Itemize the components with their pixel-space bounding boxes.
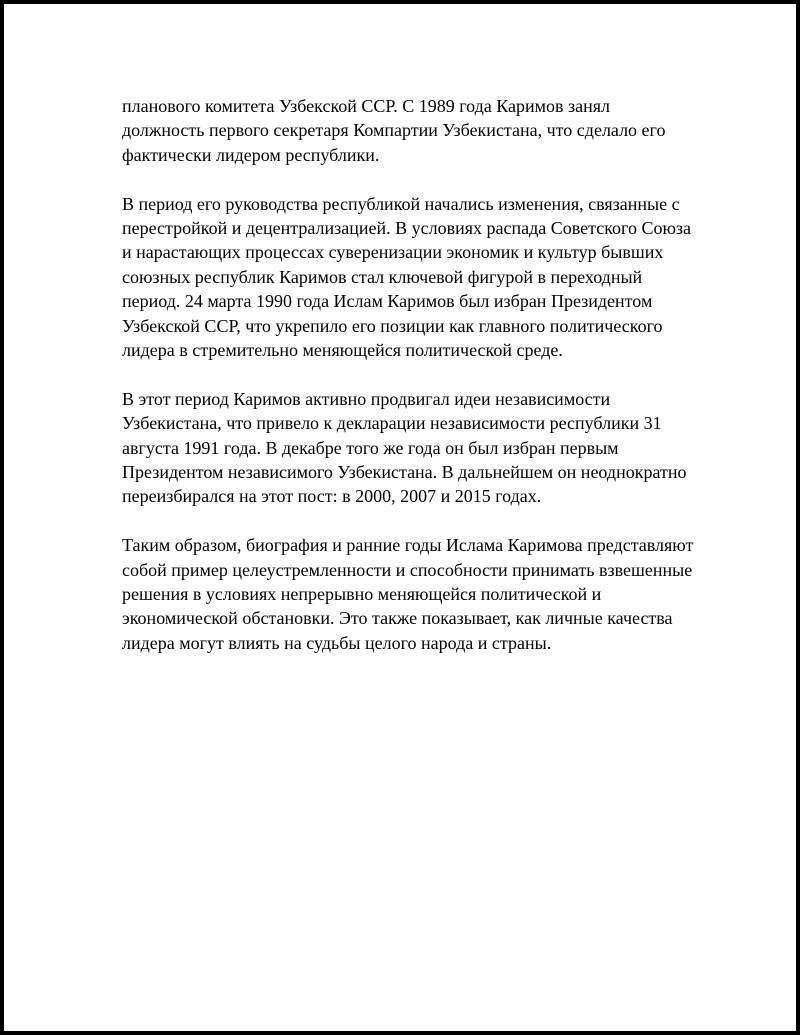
document-body bbox=[122, 94, 694, 680]
paragraph-3: В этот период Каримов активно продвигал идеи независимости Узбекистана, что привело к декларации независимости республики 31 августа 1991 года. В декабре того же года он был избран первым Президентом независимого Узбекистана. В дальнейшем он неоднократно переизбирался на этот пост: в 2000, 2007 и 2015 годах. bbox=[122, 388, 687, 507]
paragraph-2: В период его руководства республикой начались изменения, связанные с перестройкой и децентрализацией. В условиях распада Советского Союза и нарастающих процессах суверенизации экономик и культур бывших союзных республик Каримов стал ключевой фигурой в переходный период. 24 марта 1990 года Ислам Каримов был избран Президентом Узбекской ССР, что укрепило его позиции как главного политического лидера в стремительно меняющейся политической среде. bbox=[122, 193, 692, 361]
paragraph-4: Таким образом, биография и ранние годы Ислама Каримова представляют собой пример целеустремленности и способности принимать взвешенные решения в условиях непрерывно меняющейся политической и экономической обстановки. Это также показывает, как личные качества лидера могут влиять на судьбы целого народа и страны. bbox=[122, 535, 694, 653]
paragraph-1: планового комитета Узбекской ССР. С 1989 года Каримов занял должность первого секретаря Компартии Узбекистана, что сделало его фактически лидером республики. bbox=[122, 96, 666, 165]
